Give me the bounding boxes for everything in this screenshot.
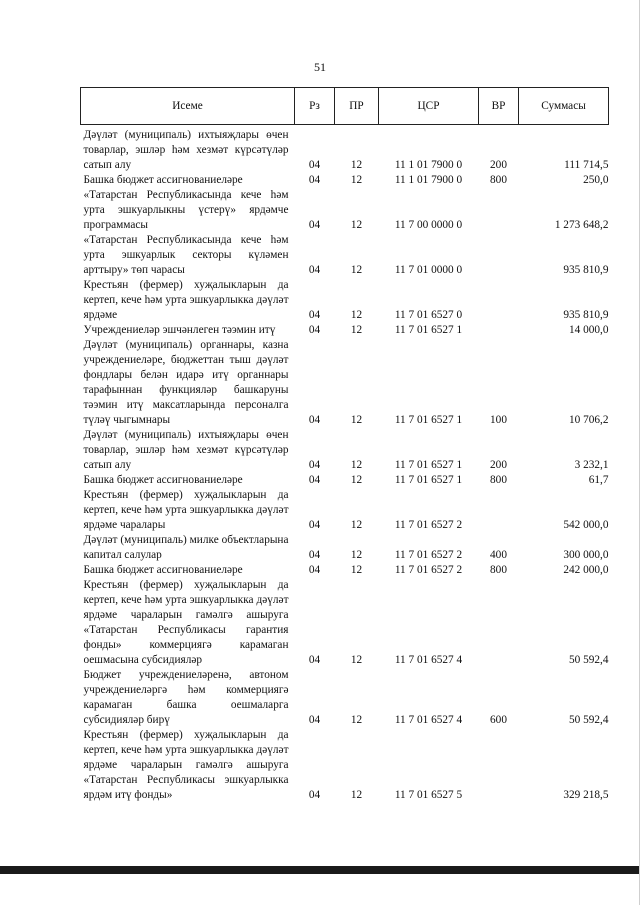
cell-name: Дәүләт (муниципаль) ихтыяҗлары өчен товарлар, эшләр һәм хезмәт күрсәтүләр сатып алу [83, 129, 289, 171]
cell-vr: 800 [490, 474, 507, 486]
cell-pr: 12 [350, 519, 363, 531]
cell-csr: 11 7 01 6527 4 [394, 714, 463, 726]
header-amount: Суммасы [519, 88, 609, 125]
cell-rz: 04 [308, 309, 321, 321]
cell-pr: 12 [350, 474, 363, 486]
table-row [81, 188, 609, 233]
table-row [81, 125, 609, 174]
cell-csr: 11 7 01 6527 1 [394, 474, 463, 486]
cell-csr: 11 7 01 6527 1 [394, 324, 463, 336]
cell-vr: 600 [490, 714, 507, 726]
cell-vr: 800 [490, 174, 507, 186]
cell-amount: 300 000,0 [563, 549, 609, 561]
header-name: Исеме [81, 88, 295, 125]
cell-amount: 50 592,4 [568, 654, 609, 666]
cell-csr: 11 7 01 6527 5 [394, 789, 463, 801]
cell-pr: 12 [350, 564, 363, 576]
table-row [81, 473, 609, 488]
table-row [81, 578, 609, 668]
scan-footer-bar [0, 866, 640, 874]
table-row [81, 278, 609, 323]
cell-rz: 04 [308, 519, 321, 531]
cell-amount: 14 000,0 [568, 324, 609, 336]
cell-amount: 111 714,5 [564, 159, 609, 171]
cell-csr: 11 7 01 6527 2 [394, 519, 463, 531]
cell-name: Дәүләт (муниципаль) органнары, казна учреждениеләре, бюджеттан тыш дәүләт фондлары белән идарә итү органнары тарафыннан функцияләр башкаруны тәэмин итү максатларында персоналга түләү чыгымнары [83, 339, 289, 426]
cell-vr: 800 [490, 564, 507, 576]
cell-rz: 04 [308, 414, 321, 426]
cell-rz: 04 [308, 174, 321, 186]
cell-vr [479, 188, 519, 233]
table-row [81, 488, 609, 533]
cell-vr [479, 728, 519, 803]
cell-name: Крестьян (фермер) хуҗалыкларын да кертеп, кече һәм урта эшкуарлыкка дәүләт ярдәме [83, 279, 289, 321]
cell-pr: 12 [350, 264, 363, 276]
cell-rz: 04 [308, 654, 321, 666]
cell-rz: 04 [308, 459, 321, 471]
cell-vr: 400 [490, 549, 507, 561]
budget-table [80, 87, 609, 803]
header-vr: ВР [479, 88, 519, 125]
cell-name: Крестьян (фермер) хуҗалыкларын да кертеп, кече һәм урта эшкуарлыкка дәүләт ярдәме чаралары [83, 489, 289, 531]
cell-csr: 11 7 01 6527 2 [394, 564, 463, 576]
page-number: 51 [314, 60, 326, 74]
cell-rz: 04 [308, 549, 321, 561]
cell-pr: 12 [350, 414, 363, 426]
cell-amount: 329 218,5 [563, 789, 609, 801]
cell-name: Крестьян (фермер) хуҗалыкларын да кертеп, кече һәм урта эшкуарлыкка дәүләт ярдәме чараларын гамәлгә ашыруга «Татарстан Республикасы гарантия фонды» коммерциягә карамаган оешмасына субсидияләр [83, 579, 289, 666]
cell-csr: 11 7 01 6527 4 [394, 654, 463, 666]
cell-pr: 12 [350, 219, 363, 231]
cell-amount: 61,7 [588, 474, 609, 486]
table-row [81, 533, 609, 563]
header-csr: ЦСР [379, 88, 479, 125]
cell-csr: 11 7 01 6527 0 [394, 309, 463, 321]
cell-rz: 04 [308, 324, 321, 336]
cell-csr: 11 7 01 0000 0 [394, 264, 463, 276]
cell-rz: 04 [308, 474, 321, 486]
cell-name: Бюджет учреждениеләренә, автоном учреждениеләргә һәм коммерциягә карамаган башка оешмаларга субсидияләр бирү [83, 669, 289, 726]
cell-vr: 200 [490, 459, 507, 471]
cell-amount: 935 810,9 [563, 309, 609, 321]
cell-vr [479, 323, 519, 338]
cell-name: «Татарстан Республикасында кече һәм урта эшкуарлык секторы күләмен арттыру» төп чарасы [83, 234, 289, 276]
cell-pr: 12 [350, 459, 363, 471]
cell-name: Башка бюджет ассигнованиеләре [83, 174, 243, 186]
table-row [81, 728, 609, 803]
cell-csr: 11 7 01 6527 1 [394, 414, 463, 426]
cell-vr [479, 278, 519, 323]
table-row [81, 323, 609, 338]
header-rz: Рз [295, 88, 335, 125]
cell-rz: 04 [308, 714, 321, 726]
cell-name: Дәүләт (муниципаль) ихтыяҗлары өчен товарлар, эшләр һәм хезмәт күрсәтүләр сатып алу [83, 429, 289, 471]
cell-rz: 04 [308, 564, 321, 576]
cell-amount: 10 706,2 [568, 414, 609, 426]
cell-vr [479, 578, 519, 668]
table-row [81, 173, 609, 188]
table-row [81, 668, 609, 728]
cell-amount: 542 000,0 [563, 519, 609, 531]
cell-amount: 1 273 648,2 [554, 219, 609, 231]
cell-vr [479, 233, 519, 278]
cell-csr: 11 1 01 7900 0 [394, 159, 463, 171]
cell-name: Учреждениеләр эшчәнлеген тәэмин итү [83, 324, 276, 336]
table-row [81, 233, 609, 278]
cell-amount: 242 000,0 [563, 564, 609, 576]
cell-name: Дәүләт (муниципаль) милке объектларына капитал салулар [83, 534, 289, 561]
cell-name: Башка бюджет ассигнованиеләре [83, 474, 243, 486]
cell-vr [479, 488, 519, 533]
cell-csr: 11 1 01 7900 0 [394, 174, 463, 186]
cell-rz: 04 [308, 219, 321, 231]
cell-vr: 100 [490, 414, 507, 426]
cell-amount: 3 232,1 [574, 459, 609, 471]
cell-pr: 12 [350, 789, 363, 801]
cell-name: Башка бюджет ассигнованиеләре [83, 564, 243, 576]
cell-rz: 04 [308, 789, 321, 801]
cell-amount: 935 810,9 [563, 264, 609, 276]
table-row [81, 338, 609, 428]
cell-pr: 12 [350, 159, 363, 171]
table-row [81, 428, 609, 473]
cell-pr: 12 [350, 714, 363, 726]
cell-rz: 04 [308, 159, 321, 171]
cell-pr: 12 [350, 654, 363, 666]
header-row [81, 88, 609, 125]
cell-rz: 04 [308, 264, 321, 276]
cell-amount: 250,0 [583, 174, 609, 186]
cell-pr: 12 [350, 324, 363, 336]
cell-pr: 12 [350, 549, 363, 561]
cell-name: «Татарстан Республикасында кече һәм урта эшкуарлыкны үстерү» ярдәмче программасы [83, 189, 289, 231]
header-pr: ПР [335, 88, 379, 125]
cell-csr: 11 7 01 6527 1 [394, 459, 463, 471]
cell-pr: 12 [350, 174, 363, 186]
table-row [81, 563, 609, 578]
cell-vr: 200 [490, 159, 507, 171]
cell-name: Крестьян (фермер) хуҗалыкларын да кертеп, кече һәм урта эшкуарлыкка дәүләт ярдәме чараларын гамәлгә ашыруга «Татарстан Республикасы эшкуарлыкка ярдәм итү фонды» [83, 729, 289, 801]
cell-amount: 50 592,4 [568, 714, 609, 726]
cell-csr: 11 7 01 6527 2 [394, 549, 463, 561]
cell-csr: 11 7 00 0000 0 [394, 219, 463, 231]
cell-pr: 12 [350, 309, 363, 321]
